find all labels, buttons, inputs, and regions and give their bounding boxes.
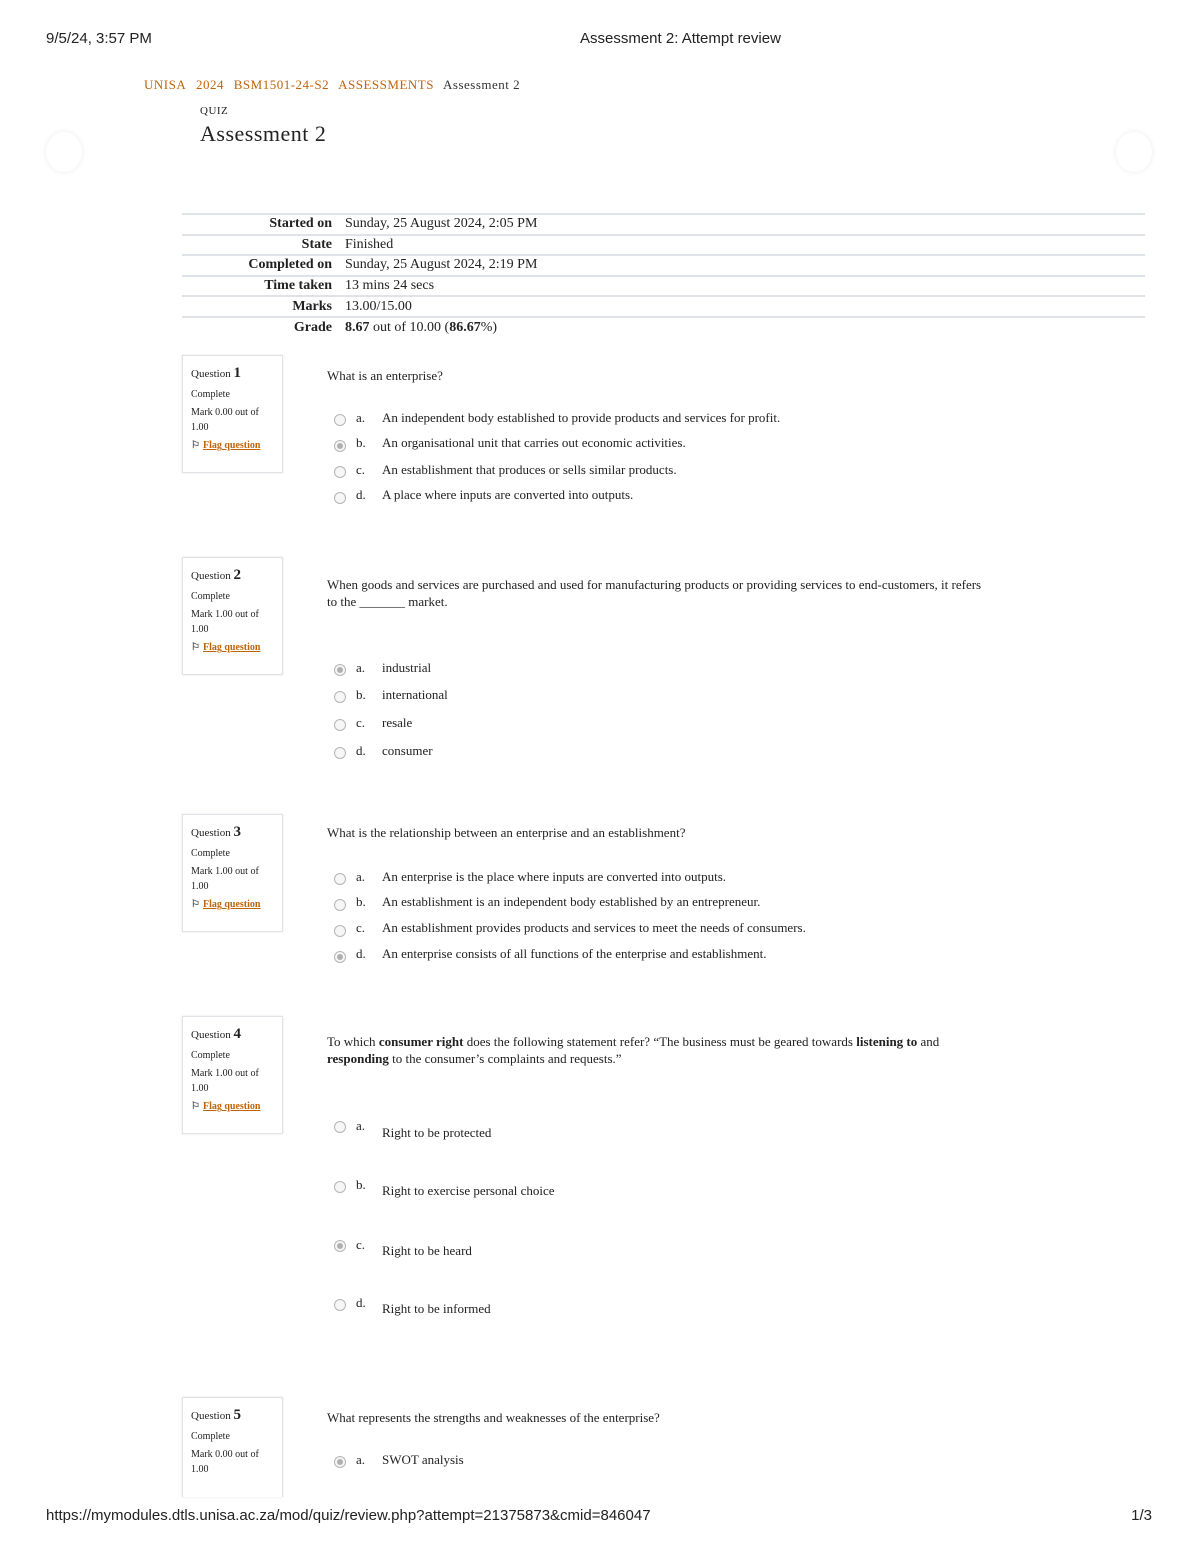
summary-value: 13.00/15.00 <box>345 298 412 314</box>
question-mark-line: Mark 1.00 out of <box>191 609 259 621</box>
flag-question-button[interactable] <box>191 439 282 454</box>
radio-button[interactable] <box>334 1121 346 1133</box>
flag-label: Flag question <box>202 642 261 654</box>
question-label: Question <box>191 1410 231 1422</box>
summary-label: Time taken <box>264 278 332 294</box>
option-text: Right to exercise personal choice <box>382 1183 555 1198</box>
summary-row-completed <box>182 255 1145 276</box>
question-mark <box>191 1448 282 1477</box>
question-text-1: What is an enterprise? <box>327 368 443 383</box>
radio-button-selected[interactable] <box>334 1456 346 1468</box>
radio-button[interactable] <box>334 1181 346 1193</box>
summary-label: Completed on <box>248 257 332 273</box>
question-number-value: 1 <box>233 365 241 381</box>
option-letter: a. <box>356 660 366 675</box>
radio-button-selected[interactable] <box>334 664 346 676</box>
option-text: An enterprise is the place where inputs are converted into outputs. <box>382 869 727 884</box>
attempt-summary-table <box>182 213 1145 338</box>
option-letter: d. <box>356 487 366 502</box>
option-letter: a. <box>356 1118 366 1133</box>
question-mark-line: Mark 1.00 out of <box>191 1068 259 1080</box>
option-text: industrial <box>382 660 432 675</box>
question-label: Question <box>191 368 231 380</box>
radio-button[interactable] <box>334 466 346 478</box>
option-letter: d. <box>356 946 366 961</box>
option-text: resale <box>382 715 413 730</box>
print-url[interactable]: https://mymodules.dtls.unisa.ac.za/mod/quiz/review.php?attempt=21375873&cmid=846047 <box>46 1507 651 1524</box>
option-text: international <box>382 687 448 702</box>
option-letter: c. <box>356 920 366 935</box>
question-text-part: to the consumer’s complaints and requests.” <box>388 1051 622 1066</box>
radio-button[interactable] <box>334 873 346 885</box>
flag-icon: ⚐ <box>191 899 200 911</box>
question-text-5: What represents the strengths and weaknesses of the enterprise? <box>327 1410 660 1425</box>
grade-rest: out of 10.00 ( <box>369 319 450 335</box>
question-text-emphasis: responding <box>327 1051 389 1066</box>
breadcrumb-current: Assessment 2 <box>443 77 521 92</box>
summary-row-started <box>182 214 1145 235</box>
question-info-3 <box>182 814 283 932</box>
flag-icon: ⚐ <box>191 642 200 654</box>
grade-percent: 86.67 <box>449 319 481 335</box>
question-mark-max: 1.00 <box>191 880 209 892</box>
question-mark-max: 1.00 <box>191 421 209 433</box>
question-number-value: 5 <box>233 1407 241 1423</box>
option-letter: b. <box>356 687 366 702</box>
summary-label: Grade <box>293 319 332 335</box>
flag-icon: ⚐ <box>191 440 200 452</box>
question-number-value: 3 <box>233 824 241 840</box>
option-letter: b. <box>356 894 366 909</box>
option-text: An establishment provides products and services to meet the needs of consumers. <box>382 920 806 935</box>
option-text: SWOT analysis <box>382 1452 464 1467</box>
option-text: An establishment that produces or sells similar products. <box>382 462 677 477</box>
radio-button[interactable] <box>334 1299 346 1311</box>
breadcrumb-year[interactable]: 2024 <box>195 77 224 92</box>
question-text-2: When goods and services are purchased and used for manufacturing products or providing services to end-customers, it refers to the _______ market. <box>327 577 982 609</box>
summary-row-time-taken <box>182 276 1145 297</box>
page-title: Assessment 2 <box>200 121 327 146</box>
question-mark-line: Mark 0.00 out of <box>191 407 259 419</box>
option-letter: d. <box>356 1295 366 1310</box>
question-number-value: 4 <box>233 1026 241 1042</box>
question-text-part: does the following statement refer? “The business must be geared towards <box>463 1034 857 1049</box>
radio-button[interactable] <box>334 925 346 937</box>
question-text-3: What is the relationship between an enterprise and an establishment? <box>327 825 686 840</box>
question-number-value: 2 <box>233 567 241 583</box>
question-mark-line: Mark 0.00 out of <box>191 1449 259 1461</box>
question-mark <box>191 865 282 894</box>
grade-end: %) <box>480 319 498 335</box>
radio-button[interactable] <box>334 691 346 703</box>
radio-button[interactable] <box>334 899 346 911</box>
radio-button[interactable] <box>334 719 346 731</box>
question-info-5 <box>182 1397 283 1497</box>
question-state: Complete <box>191 590 230 602</box>
breadcrumb-unisa[interactable]: UNISA <box>144 77 187 92</box>
question-mark-line: Mark 1.00 out of <box>191 866 259 878</box>
summary-row-marks <box>182 296 1145 317</box>
option-text: An establishment is an independent body established by an entrepreneur. <box>382 894 761 909</box>
summary-row-grade <box>182 317 1145 338</box>
drawer-toggle-right[interactable] <box>1116 132 1152 172</box>
question-state: Complete <box>191 388 230 400</box>
print-title: Assessment 2: Attempt review <box>580 30 781 47</box>
option-letter: d. <box>356 743 366 758</box>
summary-value: Finished <box>345 236 394 252</box>
question-label: Question <box>191 570 231 582</box>
option-text: Right to be protected <box>382 1125 492 1140</box>
question-mark <box>191 1067 282 1096</box>
print-date: 9/5/24, 3:57 PM <box>46 30 152 47</box>
summary-value: 13 mins 24 secs <box>345 278 435 294</box>
question-label: Question <box>191 1029 231 1041</box>
question-number <box>191 363 282 385</box>
question-number <box>191 1405 282 1427</box>
radio-button[interactable] <box>334 492 346 504</box>
option-letter: c. <box>356 1237 366 1252</box>
question-state: Complete <box>191 847 230 859</box>
flag-question-button[interactable] <box>191 641 282 656</box>
question-number <box>191 565 282 587</box>
question-number <box>191 1024 282 1046</box>
option-letter: c. <box>356 462 366 477</box>
question-text-part: To which <box>327 1034 379 1049</box>
option-text: An organisational unit that carries out economic activities. <box>382 435 686 450</box>
question-text-part: and <box>917 1034 940 1049</box>
flag-label: Flag question <box>202 1101 261 1113</box>
summary-label: State <box>301 236 332 252</box>
question-info-4 <box>182 1016 283 1134</box>
summary-value: Sunday, 25 August 2024, 2:05 PM <box>345 216 538 232</box>
option-text: Right to be heard <box>382 1243 472 1258</box>
page-kicker: QUIZ <box>200 105 229 117</box>
breadcrumb <box>144 77 520 93</box>
option-letter: a. <box>356 869 366 884</box>
radio-button-selected[interactable] <box>334 951 346 963</box>
option-letter: a. <box>356 1452 366 1467</box>
radio-button[interactable] <box>334 414 346 426</box>
option-letter: b. <box>356 1177 366 1192</box>
summary-value: Sunday, 25 August 2024, 2:19 PM <box>345 257 538 273</box>
flag-question-button[interactable] <box>191 898 282 913</box>
option-text: An enterprise consists of all functions of the enterprise and establishment. <box>382 946 767 961</box>
question-label: Question <box>191 827 231 839</box>
summary-row-state <box>182 235 1145 256</box>
print-page-number: 1/3 <box>1131 1507 1152 1524</box>
option-text: Right to be informed <box>382 1301 491 1316</box>
flag-question-button[interactable] <box>191 1100 282 1115</box>
option-letter: b. <box>356 435 366 450</box>
flag-label: Flag question <box>202 899 261 911</box>
question-mark <box>191 608 282 637</box>
question-mark-max: 1.00 <box>191 623 209 635</box>
option-text: consumer <box>382 743 433 758</box>
summary-label: Marks <box>292 298 332 314</box>
question-number <box>191 822 282 844</box>
flag-label: Flag question <box>202 440 261 452</box>
question-mark-max: 1.00 <box>191 1463 209 1475</box>
question-state: Complete <box>191 1430 230 1442</box>
question-info-2 <box>182 557 283 675</box>
question-info-1 <box>182 355 283 473</box>
question-text-emphasis: consumer right <box>378 1034 464 1049</box>
question-text-4 <box>327 1033 987 1067</box>
question-mark-max: 1.00 <box>191 1082 209 1094</box>
grade-value: 8.67 <box>345 319 370 335</box>
question-mark <box>191 406 282 435</box>
breadcrumb-assessments[interactable]: ASSESSMENTS <box>338 77 434 92</box>
drawer-toggle-left[interactable] <box>46 132 82 172</box>
option-letter: c. <box>356 715 366 730</box>
option-text: An independent body established to provide products and services for profit. <box>382 410 781 425</box>
breadcrumb-course[interactable]: BSM1501-24-S2 <box>233 77 330 92</box>
summary-label: Started on <box>269 216 332 232</box>
flag-icon: ⚐ <box>191 1101 200 1113</box>
option-letter: a. <box>356 410 366 425</box>
radio-button-selected[interactable] <box>334 1240 346 1252</box>
radio-button[interactable] <box>334 747 346 759</box>
radio-button-selected[interactable] <box>334 440 346 452</box>
question-state: Complete <box>191 1049 230 1061</box>
question-text-emphasis: listening to <box>856 1034 918 1049</box>
summary-value <box>345 317 1145 338</box>
option-text: A place where inputs are converted into outputs. <box>382 487 634 502</box>
